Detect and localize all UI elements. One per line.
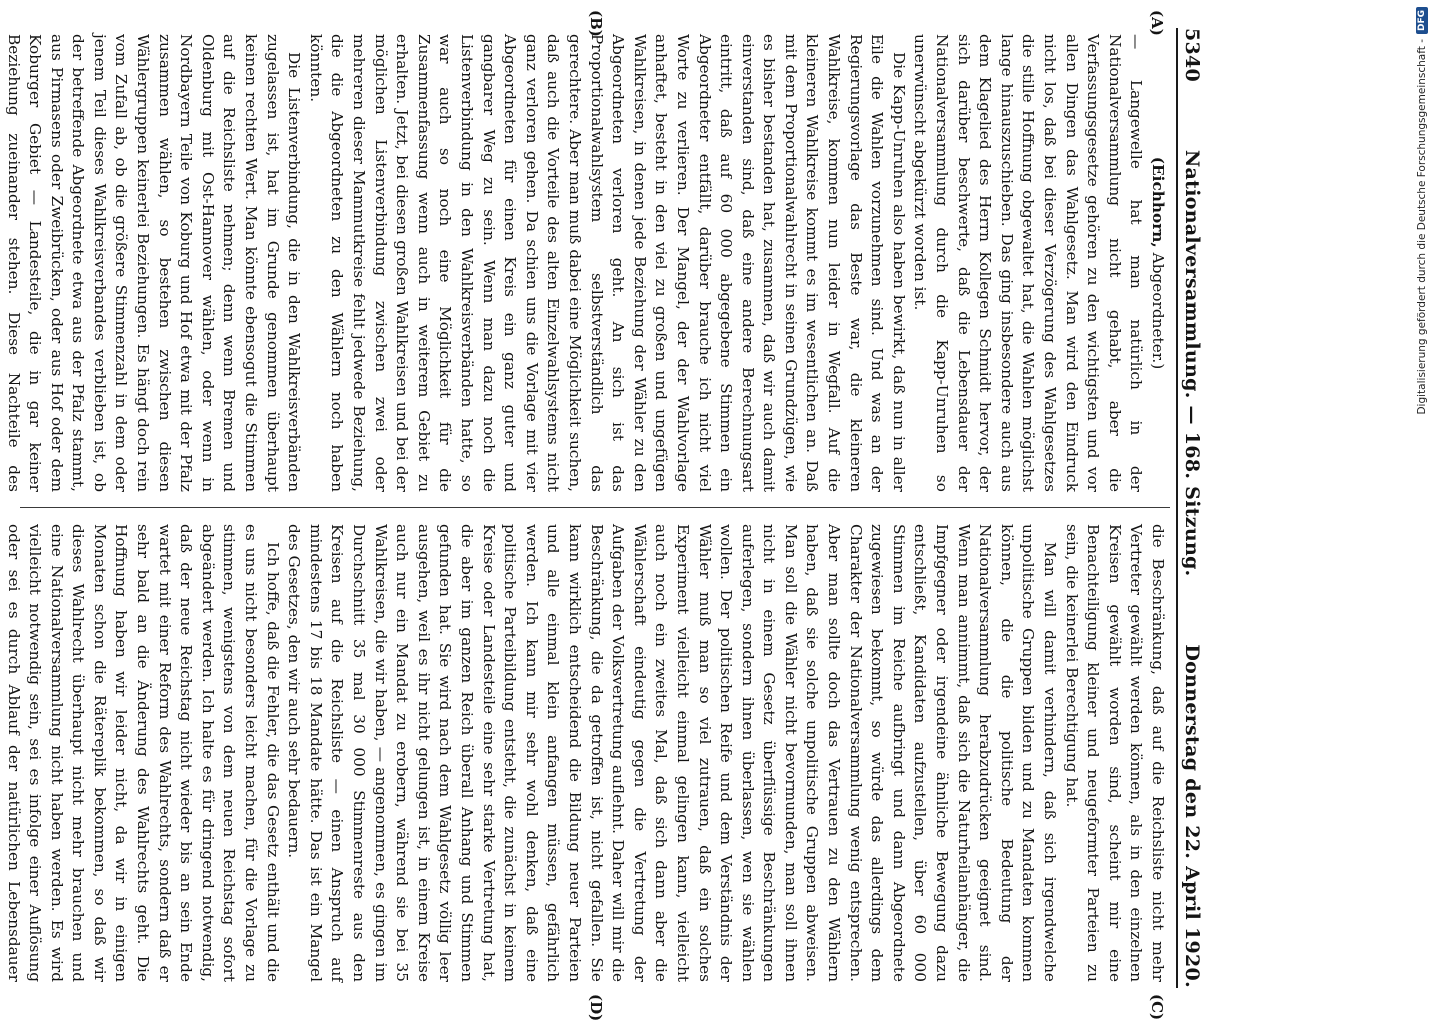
paragraph: die Beschränkung, daß auf die Reichsliste nicht mehr Vertreter gewählt werden können, als in den einzelnen Kreisen gewählt worden sind, scheint mir eine Benachteiligung kleiner und neugeformter Parteien zu sein, die keinerlei Berechtigung hat. <box>1062 524 1167 982</box>
speaker-name: (Eichhorn, <box>1149 156 1167 248</box>
margin-mark-c: (C) <box>1148 994 1166 1021</box>
page-number: 5340 <box>1181 28 1203 83</box>
digitization-credit <box>1411 7 1433 992</box>
running-title: Nationalversammlung. — 168. Sitzung. <box>1181 149 1203 577</box>
speaker-role: Abgeordneter.) <box>1149 252 1167 370</box>
dfg-logo: DFG <box>1416 7 1428 34</box>
column-divider <box>20 507 1170 508</box>
paragraph: Die Listenverbindung, die in den Wahlkreisverbänden zugelassen ist, hat im Grunde genommen überhaupt keinen rechten Wert. Man könnte ebensogut die Stimmen auf die Reichsliste nehmen; denn wenn Bremen und Oldenburg mit Ost-Hannover wählen, oder wenn in Nordbayern Teile von Koburg und Hof etwa mit der Pfalz zusammen wählen, so bestehen zwischen diesen Wählergruppen keinerlei Beziehungen. Es hängt doch rein vom Zufall ab, ob die größere Stimmenzahl in dem oder jenem Teil dieses Wahlkreisverbandes verblieben ist, ob der betreffende Abgeordnete etwa aus der Pfalz stammt, aus Pirmasens oder Zweibrücken, oder aus Hof oder dem Koburger Gebiet — Landesteile, die in gar keiner Beziehung zueinander stehen. Diese Nachteile des <box>4 34 304 492</box>
paragraph: — Langewelle hat man natürlich in der Nationalversammlung nicht gehabt, aber die Verfassungsgesetze gehören zu den wichtigsten und vor allen Dingen das Wahlgesetz. Man wird den Eindruck nicht los, daß bei dieser Verzögerung des Wahlgesetzes die stille Hoffnung obgewaltet hat, die Wahlen möglichst lange hinauszuschieben. Das ging insbesondere auch aus dem Klagelied des Herrn Kollegen Schmidt hervor, der sich darüber beschwerte, daß die Lebensdauer der Nationalversammlung durch die Kapp-Unruhen so unerwünscht abgekürzt worden ist. <box>911 34 1146 492</box>
margin-mark-d: (D) <box>587 994 605 1021</box>
session-date: Donnerstag den 22. April 1920. <box>1181 644 1203 988</box>
paragraph: Ich hoffe, daß die Fehler, die das Gesetz enthält und die es uns nicht besonders leicht machen, für die Vorlage zu stimmen, wenigstens von dem neuen Reichstag sofort abgeändert werden. Ich halte es für dringend notwendig, daß der neue Reichstag nicht wieder bis an sein Ende wartet mit einer Reform des Wahlrechts, sondern daß er sehr bald an die Änderung des Wahlrechts geht. Die Hoffnung haben wir leider nicht, da wir in einigen Monaten schon die Rätereplik bekommen, so daß wir dieses Wahlrecht überhaupt nicht mehr brauchen und eine Nationalversammlung nicht haben werden. Es wird vielleicht notwendig sein, sei es infolge einer Auflösung oder sei es durch Ablauf der natürlichen Lebensdauer <box>4 524 282 982</box>
paragraph: Die Kapp-Unruhen also haben bewirkt, daß nun in aller Eile die Wahlen vorzunehmen sind. Und was an der Regierungsvorlage das Beste war, die kleineren Wahlkreise, kommen nun leider in Wegfall. Auf die kleineren Wahlkreise kommt es im wesentlichen an. Daß mit dem Proportionalwahlrecht in seinen Grundzügen, wie es bisher bestanden hat, zusammen, daß wir auch damit einverstanden sind, daß eine andere Berechnungsart eintritt, daß auf 60 000 abgegebene Stimmen ein Abgeordneter entfällt, darüber brauche ich nicht viel Worte zu verlieren. Der Mangel, der der Wahlvorlage anhaftet, besteht in den viel zu großen und ungefügen Wahlkreisen, in denen jede Beziehung der Wähler zu den Abgeordneten verloren geht. An sich ist das Proportionalwahlsystem selbstverständlich das gerechtere. Aber man muß dabei eine Möglichkeit suchen, daß auch die Vorteile des alten Einzelwahlsystems nicht ganz verloren gehen. Da schien uns die Vorlage mit vier Abgeordneten für einen Kreis ein ganz guter und gangbarer Weg zu sein. Wenn man dazu noch die Listenverbindung in den Wahlkreisverbänden hatte, so war auch so noch eine Möglichkeit für die Zusammenfassung wenn auch in weiterem Gebiet zu erhalten. Jetzt, bei diesen großen Wahlkreisen und bei der möglichen Listenverbindung zwischen zwei oder mehreren dieser Mammutkreise fehlt jedwede Beziehung, die die Abgeordneten zu den Wählern noch haben könnten. <box>306 34 908 492</box>
paragraph: Man will damit verhindern, daß sich irgendwelche unpolitische Gruppen bilden und zu Mandaten kommen können, die die politische Bedeutung der Nationalversammlung herabzudrücken geeignet sind. Wenn man annimmt, daß sich die Naturheilanhänger, die Impfgegner oder irgendeine ähnliche Bewegung dazu entschließt, Kandidaten aufzustellen, über 60 000 Stimmen im Reiche aufbringt und dann Abgeordnete zugewiesen bekommt, so würde das allerdings dem Charakter der Nationalversammlung wenig entsprechen. Aber man sollte doch das Vertrauen zu den Wählern haben, daß sie solche unpolitische Gruppen abweisen. Man soll die Wähler nicht bevormunden, man soll ihnen nicht in einem Gesetz überflüssige Beschränkungen auferlegen, sondern ihnen überlassen, wen sie wählen wollen. Der politischen Reife und dem Verständnis der Wähler muß man so viel zutrauen, daß ein solches Experiment vielleicht einmal gelingen kann, vielleicht auch noch ein zweites Mal, daß sich dann aber die Wählerschaft eindeutig gegen die Vertretung der Aufgaben der Volksvertretung auflehnt. Daher will mir die Beschränkung, die da getroffen ist, nicht gefallen. Sie kann wirklich entscheidend die Bildung neuer Parteien und alle einmal klein anfangen müssen, gefährlich werden. Ich kann mir sehr wohl denken, daß eine politische Parteibildung entsteht, die zunächst in keinem Kreise oder Landesteile eine sehr starke Vertretung hat, die aber im ganzen Reich überall Anhang und Stimmen gefunden hat. Sie wird nach dem Wahlgesetz völlig leer ausgehen, weil es ihr nicht gelungen ist, in einem Kreise auch nur ein Mandat zu erobern, während sie bei 35 Wahlkreisen, die wir haben, — angenommen, es gingen im Durchschnitt 35 mal 30 000 Stimmenreste aus den Kreisen auf die Reichsliste — einen Anspruch auf mindestens 17 bis 18 Mandate hätte. Das ist ein Mangel des Gesetzes, den wir auch sehr bedauern. <box>285 524 1060 982</box>
rotated-page <box>4 10 1210 1021</box>
margin-mark-b: (B) <box>587 10 605 37</box>
right-column <box>4 524 1168 982</box>
page-header <box>1176 28 1210 988</box>
margin-mark-a: (A) <box>1148 10 1166 36</box>
speaker-line <box>1146 34 1168 492</box>
credit-text: Digitalisierung gefördert durch die Deutsche Forschungsgemeinschaft - <box>1416 39 1428 415</box>
left-column <box>4 34 1168 492</box>
